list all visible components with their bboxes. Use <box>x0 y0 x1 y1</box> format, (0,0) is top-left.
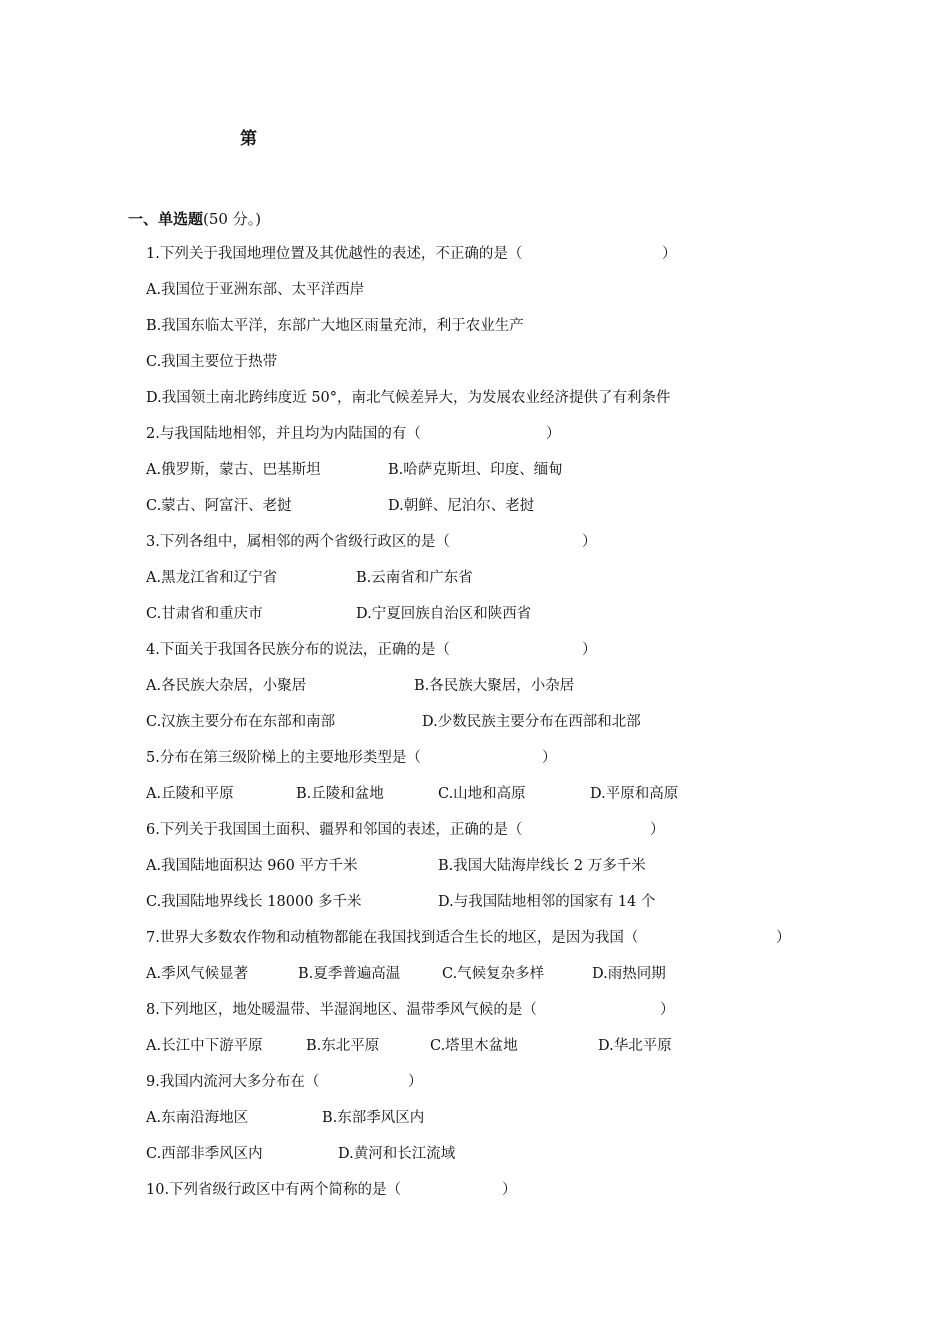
option-row <box>146 1106 926 1130</box>
option: B.云南省和广东省 <box>356 570 473 586</box>
option: A.我国陆地面积达 960 平方千米 <box>146 858 358 874</box>
option: C.我国陆地界线长 18000 多千米 <box>146 894 362 910</box>
option: D.平原和高原 <box>590 786 679 802</box>
section-header <box>128 208 261 229</box>
option: C.山地和高原 <box>438 786 526 802</box>
option-row <box>146 710 926 734</box>
option: D.华北平原 <box>598 1038 672 1054</box>
question-stem: 6.下列关于我国国土面积、疆界和邻国的表述，正确的是（ ） <box>146 822 665 838</box>
option-row <box>146 674 926 698</box>
option-row <box>146 602 926 626</box>
option: C.塔里木盆地 <box>430 1038 518 1054</box>
question-stem: 10.下列省级行政区中有两个简称的是（ ） <box>146 1182 517 1198</box>
option: B.各民族大聚居，小杂居 <box>414 678 575 694</box>
option: D.宁夏回族自治区和陕西省 <box>356 606 532 622</box>
option-row <box>146 494 926 518</box>
question-stem: 1.下列关于我国地理位置及其优越性的表述，不正确的是（ ） <box>146 246 677 262</box>
option: D.少数民族主要分布在西部和北部 <box>422 714 641 730</box>
option: D.黄河和长江流域 <box>338 1146 456 1162</box>
option: C.气候复杂多样 <box>442 966 545 982</box>
option: B.东北平原 <box>306 1038 380 1054</box>
question-stem: 2.与我国陆地相邻，并且均为内陆国的有（ ） <box>146 426 561 442</box>
option: A.长江中下游平原 <box>146 1038 263 1054</box>
option: A.丘陵和平原 <box>146 786 234 802</box>
question-stem: 4.下面关于我国各民族分布的说法，正确的是（ ） <box>146 642 597 658</box>
option: D.朝鲜、尼泊尔、老挝 <box>388 498 535 514</box>
option: A.季风气候显著 <box>146 966 249 982</box>
question-stem: 7.世界大多数农作物和动植物都能在我国找到适合生长的地区，是因为我国（ ） <box>146 930 791 946</box>
option-row <box>146 890 926 914</box>
question-stem: 9.我国内流河大多分布在（ ） <box>146 1074 423 1090</box>
option: D.与我国陆地相邻的国家有 14 个 <box>438 894 656 910</box>
page-title: 第 <box>240 129 257 149</box>
option-row <box>146 962 926 986</box>
option: A.黑龙江省和辽宁省 <box>146 570 278 586</box>
option: C.我国主要位于热带 <box>146 354 278 370</box>
option: C.蒙古、阿富汗、老挝 <box>146 498 292 514</box>
option: C.甘肃省和重庆市 <box>146 606 263 622</box>
option: C.西部非季风区内 <box>146 1146 263 1162</box>
section-title: 一、单选题 <box>128 210 204 228</box>
option: B.哈萨克斯坦、印度、缅甸 <box>388 462 563 478</box>
option: B.东部季风区内 <box>322 1110 425 1126</box>
option: D.雨热同期 <box>592 966 666 982</box>
option: B.夏季普遍高温 <box>298 966 401 982</box>
question-stem: 8.下列地区，地处暖温带、半湿润地区、温带季风气候的是（ ） <box>146 1002 675 1018</box>
option: C.汉族主要分布在东部和南部 <box>146 714 336 730</box>
option-row <box>146 1034 926 1058</box>
option: A.各民族大杂居，小聚居 <box>146 678 307 694</box>
option-row <box>146 1142 926 1166</box>
option: A.俄罗斯，蒙古、巴基斯坦 <box>146 462 321 478</box>
section-score: (50 分。) <box>203 210 262 228</box>
option-row <box>146 854 926 878</box>
option: A.东南沿海地区 <box>146 1110 249 1126</box>
option: A.我国位于亚洲东部、太平洋西岸 <box>146 282 365 298</box>
question-stem: 5.分布在第三级阶梯上的主要地形类型是（ ） <box>146 750 557 766</box>
question-stem: 3.下列各组中，属相邻的两个省级行政区的是（ ） <box>146 534 597 550</box>
option: B.我国大陆海岸线长 2 万多千米 <box>438 858 646 874</box>
option-row <box>146 566 926 590</box>
option: B.我国东临太平洋，东部广大地区雨量充沛，利于农业生产 <box>146 318 524 334</box>
option-row <box>146 458 926 482</box>
option: B.丘陵和盆地 <box>296 786 384 802</box>
option-row <box>146 782 926 806</box>
option: D.我国领土南北跨纬度近 50°，南北气候差异大，为发展农业经济提供了有利条件 <box>146 390 671 406</box>
